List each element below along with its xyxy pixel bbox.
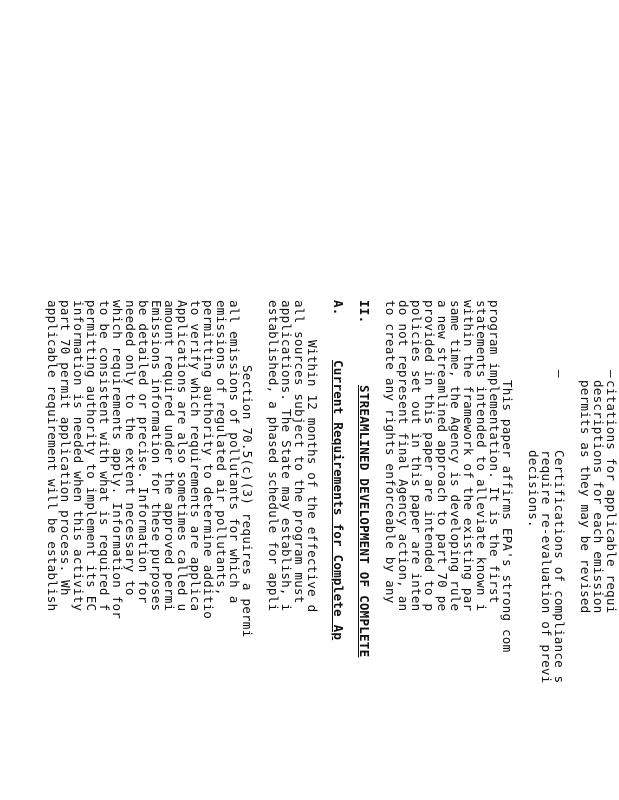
paragraph-line: applicable requirement will be establish <box>45 300 60 612</box>
bullet-marker: — <box>604 370 619 378</box>
paragraph-line: permitting authority to determine additio <box>201 300 216 620</box>
paragraph-line: be detailed or precise. Information for <box>136 300 151 604</box>
paragraph-line: information is needed when this activity <box>71 300 86 612</box>
paragraph-line: amount required under the approved permi <box>162 300 177 612</box>
paragraph-line: statements intended to alleviate known i <box>474 300 489 612</box>
paragraph-line: established, a phased schedule for appli <box>266 300 281 612</box>
paragraph-line: program implementation. It is the first <box>487 300 502 604</box>
bullet1-line: permits as they may be revised <box>578 380 593 614</box>
paragraph-line: Within 12 months of the effective d <box>305 340 320 613</box>
bullet1-line: citations for applicable requi <box>604 380 619 614</box>
paragraph-line: all emissions of pollutants for which a <box>227 300 242 604</box>
paragraph-line: a new streamlined approach to part 70 pe <box>435 300 450 612</box>
paragraph-line: same time, the Agency is developing rule <box>448 300 463 612</box>
paragraph-line: emissions of regulated air pollutants, <box>214 300 229 596</box>
bullet2-line: Certifications of compliance s <box>552 450 567 684</box>
section-heading: STREAMLINED DEVELOPMENT OF COMPLETE <box>357 385 372 658</box>
paragraph-line: part 70 permit application process. Wh <box>58 300 73 596</box>
paragraph-line: within the framework of the existing par <box>461 300 476 612</box>
rotated-text-block <box>45 0 619 800</box>
paragraph-line: Section 70.5(c)(3) requires a permi <box>240 365 255 638</box>
paragraph-line: to verify which requirements are applica <box>188 300 203 612</box>
paragraph-line: to create any rights enforceable by any <box>383 300 398 604</box>
paragraph-line: to be consistent with what is required f <box>97 300 112 612</box>
paragraph-line: do not represent final Agency action, an <box>396 300 411 612</box>
paragraph-line: provided in this paper are intended to p <box>422 300 437 612</box>
paragraph-line: permitting authority to implement its EC <box>84 300 99 612</box>
paragraph-line: This paper affirms EPA's strong com <box>500 380 515 653</box>
paragraph-line: Applications are also sometimes called u <box>175 300 190 612</box>
subsection-letter: A. <box>331 300 346 316</box>
paragraph-line: needed only to the extent necessary to <box>123 300 138 596</box>
subsection-heading: Current Requirements for Complete Ap <box>331 360 346 641</box>
paragraph-line: applications. The State may establish, i <box>279 300 294 612</box>
bullet2-line: decisions. <box>526 450 541 528</box>
bullet-marker: — <box>552 370 567 378</box>
bullet2-line: require re-evaluation of previ <box>539 450 554 684</box>
bullet1-line: descriptions for each emission <box>591 380 606 614</box>
section-number: II. <box>357 300 372 324</box>
paragraph-line: Emissions information for these purposes <box>149 300 164 612</box>
paragraph-line: policies set out in this paper are inten <box>409 300 424 612</box>
paragraph-line: all sources subject to the program must <box>292 300 307 604</box>
paragraph-line: which requirements apply. Information for <box>110 300 125 620</box>
